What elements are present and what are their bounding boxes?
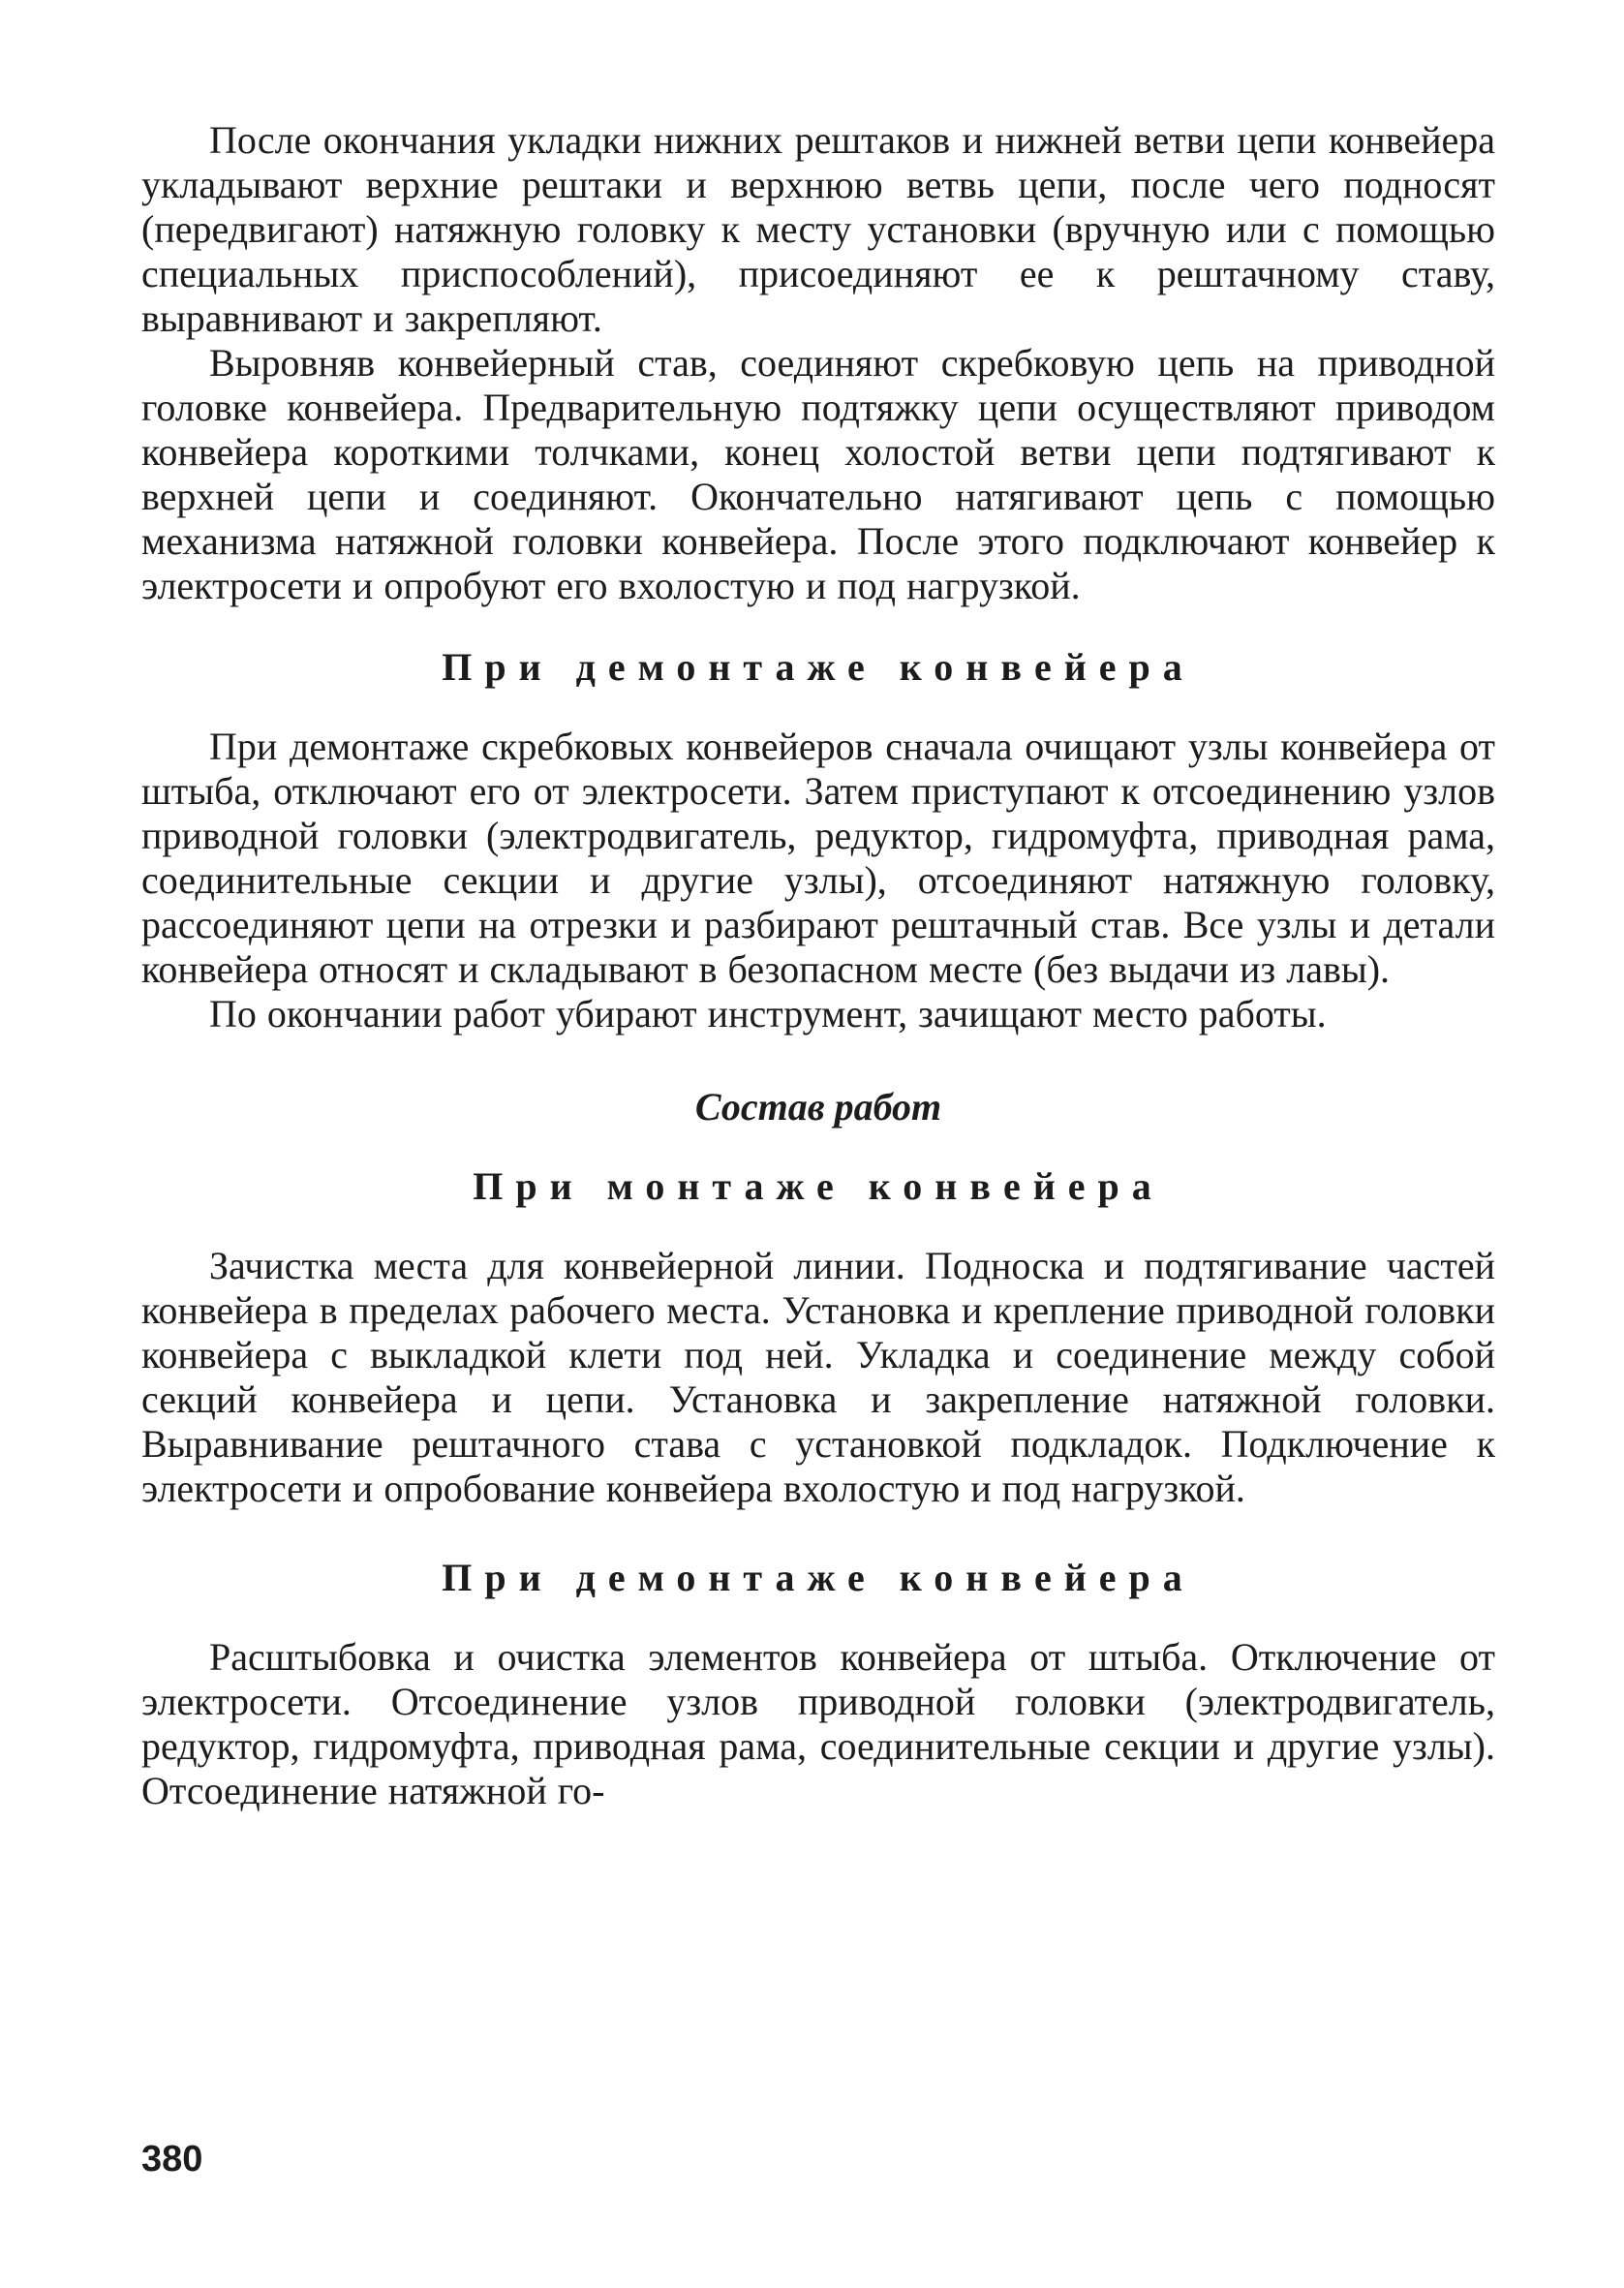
heading-dismantling-composition: При демонтаже конвейера — [442, 1556, 1195, 1599]
paragraph-dismantling-composition: Расштыбовка и очистка элементов конвейера от штыба. Отключение от электросети. Отсоединение узлов приводной головки (электродвигатель, редуктор, гидромуфта, приводная рама, соединительные секции и другие узлы). Отсоединение натяжной го- — [141, 1635, 1495, 1812]
heading-installation: При монтаже конвейера — [473, 1164, 1164, 1208]
page-body — [141, 118, 1495, 1813]
paragraph-dismantling-procedure: При демонтаже скребковых конвейеров сначала очищают узлы конвейера от штыба, отключают его от электросети. Затем приступают к отсоединению узлов приводной головки (электродвигатель, редуктор, гидромуфта, приводная рама, соединительные секции и другие узлы), отсоединяют натяжную головку, рассоединяют цепи на отрезки и разбирают рештачный став. Все узлы и детали конвейера относят и складывают в безопасном месте (без выдачи из лавы). — [141, 725, 1495, 991]
paragraph-installation-composition: Зачистка места для конвейерной линии. Подноска и подтягивание частей конвейера в пределах рабочего места. Установка и крепление приводной головки конвейера с выкладкой клети под ней. Укладка и соединение между собой секций конвейера и цепи. Установка и закрепление натяжной головки. Выравнивание рештачного става с установкой подкладок. Подключение к электросети и опробование конвейера вхолостую и под нагрузкой. — [141, 1244, 1495, 1510]
heading-work-composition: Состав работ — [694, 1085, 942, 1129]
paragraph-installation-tail: После окончания укладки нижних рештаков и нижней ветви цепи конвейера укладывают верхние рештаки и верхнюю ветвь цепи, после чего подносят (передвигают) натяжную головку к месту установки (вручную или с помощью специальных приспособлений), присоединяют ее к рештачному ставу, выравнивают и закрепляют. — [141, 118, 1495, 340]
paragraph-chain-tensioning: Выровняв конвейерный став, соединяют скребковую цепь на приводной головке конвейера. Предварительную подтяжку цепи осуществляют приводом конвейера короткими толчками, конец холостой ветви цепи подтягивают к верхней цепи и соединяют. Окончательно натягивают цепь с помощью механизма натяжной головки конвейера. После этого подключают конвейер к электросети и опробуют его вхолостую и под нагрузкой. — [141, 341, 1495, 607]
heading-dismantling: При демонтаже конвейера — [442, 645, 1195, 689]
page-number: 380 — [141, 2139, 203, 2180]
paragraph-finish-work: По окончании работ убирают инструмент, зачищают место работы. — [209, 992, 1327, 1036]
